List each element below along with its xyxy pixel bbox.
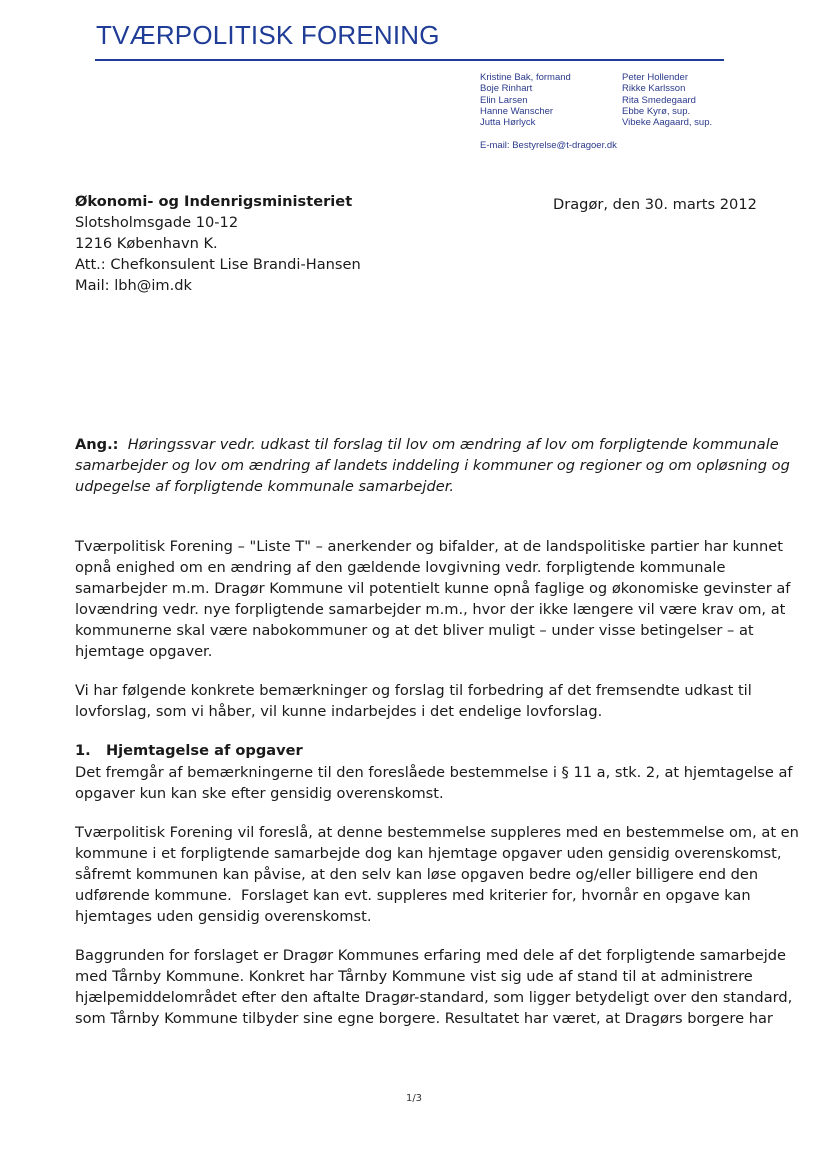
board-member: Vibeke Aagaard, sup. (622, 117, 713, 129)
subject-block (75, 434, 790, 497)
subject-label: Ang.: (75, 436, 119, 453)
board-member: Kristine Bak, formand (480, 72, 571, 83)
board-member: Rita Smedegaard (622, 94, 696, 106)
subject-line: Høringssvar vedr. udkast til forslag til lov om ændring af lov om forpligtende kommunale (127, 436, 779, 453)
board-members-right (622, 72, 712, 128)
paragraph-remarks (75, 680, 755, 722)
recipient-address (75, 191, 361, 296)
text-line: hjælpemiddelområdet efter den aftalte Dragør-standard, som ligger betydeligt over den standard, (75, 989, 793, 1007)
organization-title: TVÆRPOLITISK FORENING (96, 20, 440, 50)
letter-date: Dragør, den 30. marts 2012 (553, 196, 757, 213)
board-member: Boje Rinhart (480, 83, 533, 95)
text-line: som Tårnby Kommune tilbyder sine egne borgere. Resultatet har været, at Dragørs borgere har (75, 1010, 773, 1028)
recipient-city: 1216 København K. (75, 235, 218, 253)
paragraph-proposal (75, 822, 799, 927)
text-line: hjemtage opgaver. (75, 643, 213, 661)
paragraph-background (75, 945, 793, 1029)
title-divider (95, 59, 724, 61)
text-line: hjemtages uden gensidig overenskomst. (75, 908, 372, 926)
page-number: 1/3 (405, 1093, 423, 1104)
text-line: kommunerne skal være nabokommuner og at det bliver muligt – under visse betingelser – at (75, 622, 754, 640)
recipient-street: Slotsholmsgade 10-12 (75, 214, 239, 232)
section-heading: 1. Hjemtagelse af opgaver (75, 742, 303, 759)
board-member: Peter Hollender (622, 72, 689, 83)
board-member: Rikke Karlsson (622, 83, 686, 95)
text-line: Tværpolitisk Forening vil foreslå, at denne bestemmelse suppleres med en bestemmelse om, at en (75, 824, 799, 841)
text-line: såfremt kommunen kan påvise, at den selv kan løse opgaven bedre og/eller billigere end den (75, 866, 759, 884)
paragraph-section-1 (75, 762, 793, 804)
text-line: Vi har følgende konkrete bemærkninger og forslag til forbedring af det fremsendte udkast til (75, 682, 752, 699)
subject-line: samarbejder og lov om ændring af landets inddeling i kommuner og regioner og om opløsning og (75, 457, 790, 475)
text-line: med Tårnby Kommune. Konkret har Tårnby Kommune vist sig ude af stand til at administrere (75, 968, 753, 986)
text-line: lovforslag, som vi håber, vil kunne indarbejdes i det endelige lovforslag. (75, 703, 603, 721)
text-line: kommune i et forpligtende samarbejde dog kan hjemtage opgaver uden gensidig overenskomst, (75, 845, 782, 863)
paragraph-intro (75, 536, 791, 663)
board-member: Jutta Hørlyck (480, 117, 536, 129)
board-member: Ebbe Kyrø, sup. (622, 105, 691, 117)
recipient-name: Økonomi- og Indenrigsministeriet (75, 193, 353, 210)
text-line: opgaver kun kan ske efter gensidig overenskomst. (75, 785, 444, 803)
board-members-left (480, 72, 571, 128)
text-line: lovændring vedr. nye forpligtende samarbejder m.m., hvor der ikke længere vil være krav om, at (75, 601, 786, 619)
text-line: Baggrunden for forslaget er Dragør Kommunes erfaring med dele af det forpligtende samarbejde (75, 947, 787, 964)
text-line: opnå enighed om en ændring af den gældende lovgivning vedr. forpligtende kommunale (75, 559, 726, 577)
board-member: Elin Larsen (480, 94, 528, 106)
board-email: E-mail: Bestyrelse@t-dragoer.dk (480, 140, 617, 151)
text-line: Det fremgår af bemærkningerne til den foreslåede bestemmelse i § 11 a, stk. 2, at hjemtagelse af (75, 764, 793, 781)
text-line: Tværpolitisk Forening – "Liste T" – anerkender og bifalder, at de landspolitiske partier har kunnet (75, 538, 783, 555)
recipient-att: Att.: Chefkonsulent Lise Brandi-Hansen (75, 256, 361, 274)
text-line: udførende kommune. Forslaget kan evt. suppleres med kriterier for, hvornår en opgave kan (75, 887, 751, 905)
recipient-mail: Mail: lbh@im.dk (75, 277, 192, 295)
subject-line: udpegelse af forpligtende kommunale samarbejder. (75, 478, 454, 496)
board-member: Hanne Wanscher (480, 105, 554, 117)
text-line: samarbejder m.m. Dragør Kommune vil potentielt kunne opnå faglige og økonomiske gevinster af (75, 580, 791, 598)
